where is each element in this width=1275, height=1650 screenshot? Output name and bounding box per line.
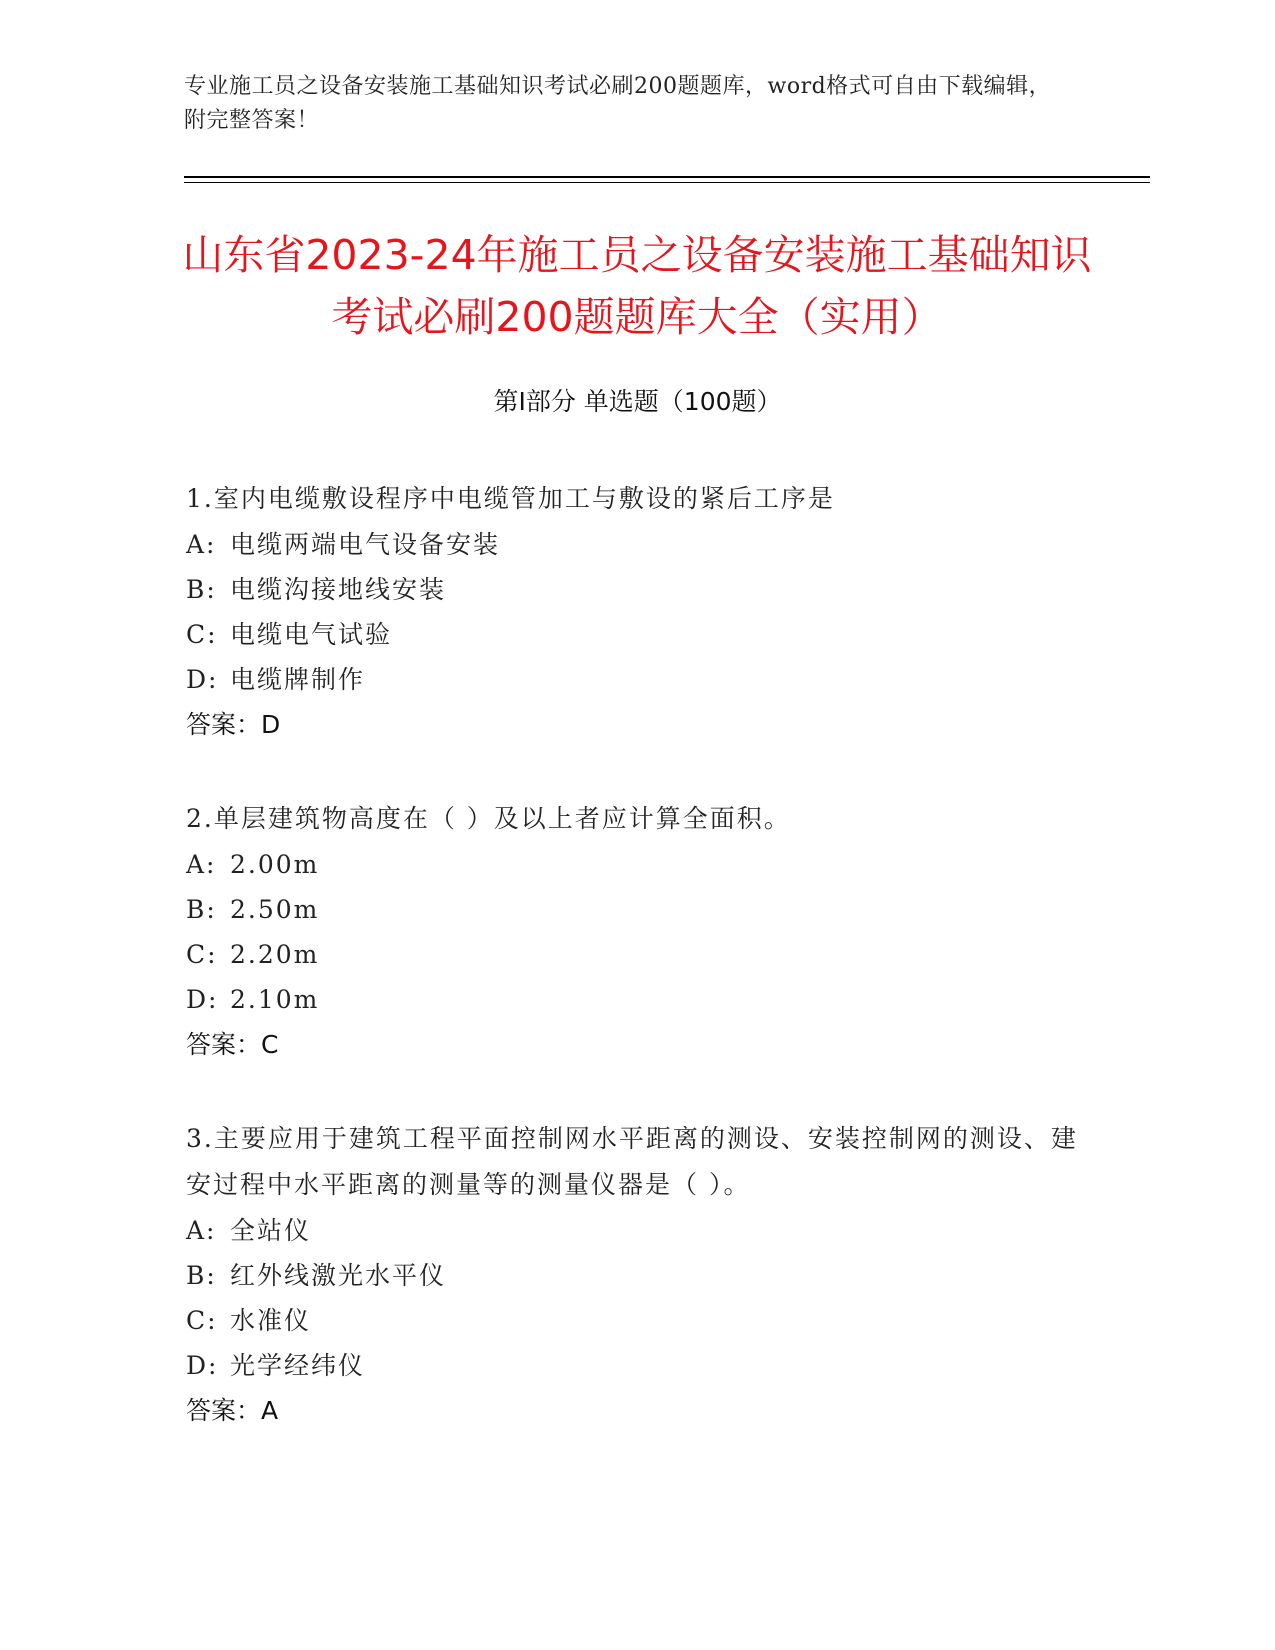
option-key: B:	[186, 1261, 217, 1290]
option-key: D:	[186, 665, 219, 694]
question-2	[186, 796, 1086, 1068]
header-note: 专业施工员之设备安装施工基础知识考试必刷200题题库，word格式可自由下载编辑，附完整答案！	[184, 74, 1052, 133]
option-a	[186, 842, 1086, 887]
answer-line	[186, 1388, 1086, 1434]
option-text: 水准仪	[230, 1306, 312, 1335]
option-key: A:	[186, 530, 217, 559]
option-key: C:	[186, 620, 218, 649]
option-d	[186, 977, 1086, 1022]
option-key: A:	[186, 850, 217, 879]
option-c	[186, 932, 1086, 977]
answer-line	[186, 1022, 1086, 1068]
answer-value: A	[261, 1396, 279, 1425]
option-key: D:	[186, 1351, 219, 1380]
answer-line	[186, 702, 1086, 748]
option-key: C:	[186, 940, 218, 969]
question-1	[186, 476, 1086, 748]
option-text: 2.50m	[230, 895, 320, 924]
answer-value: C	[261, 1030, 279, 1059]
option-b	[186, 887, 1086, 932]
option-d	[186, 657, 1086, 702]
document-title: 山东省2023-24年施工员之设备安装施工基础知识考试必刷200题题库大全（实用）	[182, 231, 1092, 341]
header-divider-thin	[184, 182, 1150, 183]
option-text: 光学经纬仪	[230, 1351, 366, 1380]
option-text: 电缆两端电气设备安装	[230, 530, 501, 559]
option-d	[186, 1343, 1086, 1388]
option-b	[186, 567, 1086, 612]
question-3	[186, 1116, 1086, 1434]
option-text: 2.10m	[230, 985, 320, 1014]
option-text: 全站仪	[230, 1216, 312, 1245]
question-stem: 3.主要应用于建筑工程平面控制网水平距离的测设、安装控制网的测设、建安过程中水平距离的测量等的测量仪器是（ ）。	[186, 1124, 1078, 1199]
option-b	[186, 1253, 1086, 1298]
question-stem: 2.单层建筑物高度在（ ）及以上者应计算全面积。	[186, 804, 791, 833]
header-divider-thick	[184, 176, 1150, 178]
option-text: 电缆电气试验	[230, 620, 393, 649]
option-a	[186, 1208, 1086, 1253]
answer-value: D	[261, 710, 281, 739]
option-text: 2.00m	[230, 850, 320, 879]
answer-label: 答案：	[186, 710, 262, 739]
option-key: D:	[186, 985, 219, 1014]
option-a	[186, 522, 1086, 567]
option-key: C:	[186, 1306, 218, 1335]
option-c	[186, 612, 1086, 657]
option-key: A:	[186, 1216, 217, 1245]
question-list	[186, 476, 1086, 1482]
option-text: 2.20m	[230, 940, 320, 969]
section-title: 第Ⅰ部分 单选题（100题）	[493, 387, 782, 416]
answer-label: 答案：	[186, 1030, 262, 1059]
option-text: 电缆沟接地线安装	[230, 575, 447, 604]
answer-label: 答案：	[186, 1396, 262, 1425]
option-key: B:	[186, 575, 217, 604]
option-text: 电缆牌制作	[230, 665, 366, 694]
option-key: B:	[186, 895, 217, 924]
question-stem: 1.室内电缆敷设程序中电缆管加工与敷设的紧后工序是	[186, 484, 835, 513]
option-c	[186, 1298, 1086, 1343]
option-text: 红外线激光水平仪	[230, 1261, 447, 1290]
